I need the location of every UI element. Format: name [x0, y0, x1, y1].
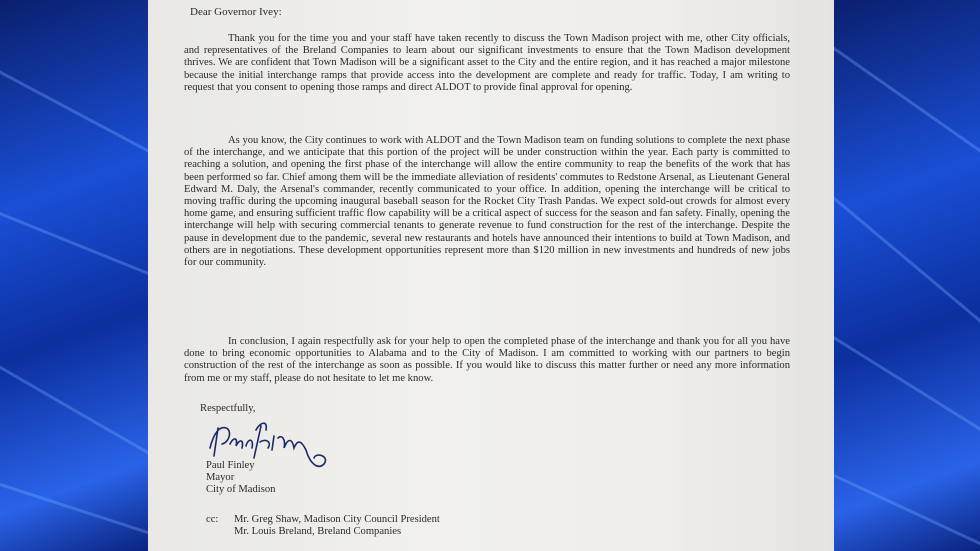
signer-title: Mayor — [206, 472, 235, 483]
signer-organization: City of Madison — [206, 484, 276, 495]
left-background-panel — [0, 0, 148, 551]
paragraph-3: In conclusion, I again respectfully ask for your help to open the completed phase of the interchange and thank you for all you have done to bring economic opportunities to Alabama and to the City of Madison. I am committed to working with our partners to begin construction of the rest of the interchange as soon as possible. If you would like to discuss this matter further or need any more information from me or my staff, please do not hesitate to let me know. — [184, 336, 790, 384]
signer-name: Paul Finley — [206, 460, 255, 471]
paragraph-2: As you know, the City continues to work with ALDOT and the Town Madison team on funding solutions to complete the next phase of the interchange, and we anticipate that this portion of the project will be under construction within the year. Each party is committed to reaching a solution, and opening the first phase of the interchange will allow the entire community to reap the benefits of the work that has been performed so far. Chief among them will be the immediate alleviation of residents' commutes to Redstone Arsenal, as Lieutenant General Edward M. Daly, the Arsenal's commander, recently communicated to your office. In addition, opening the interchange will be critical to moving traffic during the upcoming inaugural baseball season for the Rocket City Trash Pandas. We expect sold-out crowds for almost every home game, and ensuring sufficient traffic flow capability will be a critical aspect of success for the season and fan safety. Finally, opening the interchange will help with securing commercial tenants to generate revenue to fund construction for the rest of the interchange. Despite the pause in development due to the pandemic, several new restaurants and hotels have announced their intentions to build at Town Madison, and others are in negotiations. These development opportunities represent more than $120 million in new investments and hundreds of new jobs for our community. — [184, 135, 790, 269]
cc-list — [234, 514, 440, 538]
cc-item: Mr. Greg Shaw, Madison City Council President — [234, 514, 440, 525]
salutation: Dear Governor Ivey: — [190, 6, 282, 18]
right-background-panel — [834, 0, 980, 551]
cc-label: cc: — [206, 514, 219, 525]
closing: Respectfully, — [200, 403, 256, 414]
cc-item: Mr. Louis Breland, Breland Companies — [234, 526, 402, 537]
signer-block — [206, 460, 275, 496]
paragraph-1: Thank you for the time you and your staff have taken recently to discuss the Town Madison project with me, other City officials, and representatives of the Breland Companies to learn about our significant investments to ensure that the Town Madison development thrives. We are confident that Town Madison will be a significant asset to the City and the entire region, and it has reached a major milestone because the initial interchange ramps that provide access into the development are complete and ready for traffic. Today, I am writing to request that you consent to opening those ramps and direct ALDOT to provide final approval for opening. — [184, 33, 790, 93]
letter-page — [148, 0, 834, 551]
